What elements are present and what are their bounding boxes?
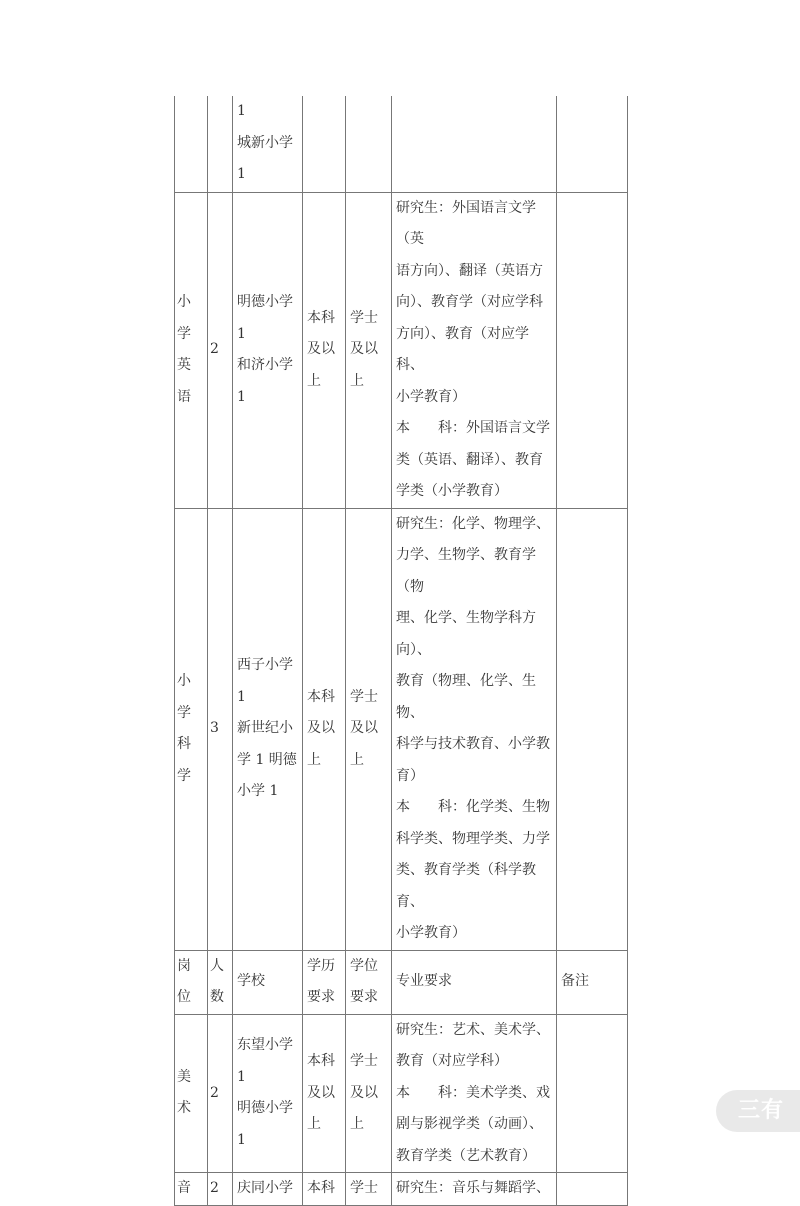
cell-major-line: 本 科：化学类、生物: [396, 799, 550, 815]
cell-major-line: 小学教育）: [396, 388, 466, 405]
cell-position-line: 英: [177, 357, 191, 373]
cell-degree-line: 上: [350, 372, 364, 389]
cell-position: [175, 96, 208, 192]
cell-count: [208, 950, 233, 1014]
cell-note: [557, 96, 628, 192]
cell-major-line: 教育学类（艺术教育）: [396, 1147, 536, 1164]
cell-degree-line: 上: [350, 1116, 364, 1132]
cell-education: [303, 1173, 346, 1206]
cell-schools: [233, 950, 303, 1014]
cell-schools-line: 新世纪小: [237, 720, 293, 737]
cell-position-line: 语: [177, 388, 191, 405]
cell-count: 2: [208, 1014, 233, 1173]
cell-schools-line: 明德小学: [237, 294, 293, 310]
cell-position-line: 位: [177, 989, 191, 1005]
cell-major-line: 类、教育学类（科学教育、: [396, 862, 536, 910]
cell-note: [557, 1173, 628, 1206]
cell-position-line: 学: [177, 704, 191, 721]
cell-major: [392, 508, 557, 950]
cell-education-line: 上: [307, 1116, 321, 1132]
cell-major-line: 方向）、教育（对应学科、: [396, 325, 529, 373]
cell-schools-line: 学校: [237, 973, 265, 990]
watermark-logo: 三有: [716, 1090, 800, 1132]
cell-major-line: 本 科：美术学类、戏: [396, 1084, 550, 1101]
cell-note: [557, 192, 628, 508]
cell-schools-line: 庆同小学: [237, 1180, 293, 1196]
cell-major-line: 教育（对应学科）: [396, 1053, 508, 1069]
cell-position-line: 科: [177, 736, 191, 752]
cell-count: 2: [208, 1173, 233, 1206]
cell-major: [392, 96, 557, 192]
table-body: [175, 96, 628, 1205]
cell-major: [392, 192, 557, 508]
cell-schools-line: 1: [237, 388, 246, 405]
cell-degree-line: 及以: [350, 341, 378, 358]
cell-position-line: 学: [177, 325, 191, 342]
cell-major-line: 研究生：艺术、美术学、: [396, 1021, 550, 1038]
cell-education-line: 本科: [307, 309, 335, 326]
cell-schools-line: 1: [237, 1068, 246, 1085]
cell-schools: [233, 1173, 303, 1206]
cell-education-line: 上: [307, 372, 321, 389]
cell-education-line: 上: [307, 751, 321, 768]
cell-schools: [233, 96, 303, 192]
cell-position: [175, 950, 208, 1014]
cell-major-line: 向）、教育学（对应学科: [396, 294, 543, 310]
cell-major: [392, 1014, 557, 1173]
cell-major-line: 研究生：外国语言文学（英: [396, 199, 536, 247]
cell-education-line: 本科: [307, 1053, 335, 1069]
cell-degree-line: 及以: [350, 720, 378, 737]
cell-position-line: 岗: [177, 957, 191, 974]
cell-degree: [346, 508, 392, 950]
cell-position-line: 学: [177, 767, 191, 784]
cell-position: [175, 1014, 208, 1173]
cell-note: [557, 1014, 628, 1173]
cell-major-line: 类（英语、翻译）、教育: [396, 451, 543, 468]
cell-schools: [233, 508, 303, 950]
cell-position: [175, 1173, 208, 1206]
cell-degree: [346, 1014, 392, 1173]
cell-degree-line: 上: [350, 751, 364, 768]
cell-major-line: 科学与技术教育、小学教: [396, 736, 550, 752]
cell-education: [303, 1014, 346, 1173]
cell-schools-line: 学 1 明德: [237, 751, 297, 768]
cell-schools-line: 1: [237, 103, 246, 119]
cell-education: [303, 96, 346, 192]
cell-education: [303, 950, 346, 1014]
cell-major-line: 剧与影视学类（动画）、: [396, 1116, 543, 1132]
cell-schools: [233, 1014, 303, 1173]
cell-major-line: 研究生：化学、物理学、: [396, 515, 550, 532]
cell-major-line: 力学、生物学、教育学（物: [396, 547, 536, 595]
cell-major-line: 研究生：音乐与舞蹈学、: [396, 1180, 550, 1196]
cell-degree-line: 要求: [350, 989, 378, 1005]
cell-schools-line: 1: [237, 325, 246, 342]
cell-position-line: 音: [177, 1180, 191, 1196]
cell-major-line: 教育（物理、化学、生物、: [396, 673, 536, 721]
table-header-row: [175, 950, 628, 1014]
recruitment-table: [174, 96, 628, 1206]
cell-count: 3: [208, 508, 233, 950]
cell-major-line: 学类（小学教育）: [396, 483, 508, 499]
cell-position-line: 术: [177, 1100, 191, 1117]
cell-major: [392, 1173, 557, 1206]
cell-education-line: 及以: [307, 341, 335, 358]
cell-schools-line: 东望小学: [237, 1037, 293, 1054]
table-row: [175, 1173, 628, 1206]
cell-note: 备注: [557, 950, 628, 1014]
cell-major-line: 语方向）、翻译（英语方: [396, 262, 543, 279]
table-row: [175, 192, 628, 508]
table-row: [175, 508, 628, 950]
table-row: [175, 96, 628, 192]
cell-degree-line: 学位: [350, 957, 378, 974]
cell-degree-line: 学士: [350, 1053, 378, 1069]
cell-degree-line: 及以: [350, 1084, 378, 1101]
cell-schools-line: 1: [237, 688, 246, 705]
cell-major-line: 专业要求: [396, 973, 452, 990]
cell-position-line: 美: [177, 1068, 191, 1085]
cell-major-line: 本 科：外国语言文学: [396, 420, 550, 436]
cell-degree: [346, 1173, 392, 1206]
cell-education: [303, 508, 346, 950]
cell-degree-line: 学士: [350, 309, 378, 326]
cell-schools-line: 西子小学: [237, 657, 293, 674]
cell-degree-line: 学士: [350, 1180, 378, 1196]
cell-education-line: 本科: [307, 688, 335, 705]
cell-count: 2: [208, 192, 233, 508]
cell-position: [175, 192, 208, 508]
cell-position-line: 小: [177, 673, 191, 689]
cell-major: [392, 950, 557, 1014]
table-row: [175, 1014, 628, 1173]
cell-degree-line: 学士: [350, 688, 378, 705]
cell-degree: [346, 96, 392, 192]
cell-major-line: 理、化学、生物学科方向）、: [396, 610, 536, 658]
cell-count: [208, 96, 233, 192]
cell-position: [175, 508, 208, 950]
cell-education-line: 及以: [307, 720, 335, 737]
cell-major-line: 育）: [396, 767, 424, 784]
cell-education: [303, 192, 346, 508]
cell-major-line: 科学类、物理学类、力学: [396, 830, 550, 847]
cell-position-line: 小: [177, 294, 191, 310]
cell-degree: [346, 192, 392, 508]
cell-note: [557, 508, 628, 950]
cell-education-line: 本科: [307, 1180, 335, 1196]
cell-schools-line: 城新小学: [237, 134, 293, 151]
cell-count-line: 数: [210, 989, 224, 1005]
cell-schools-line: 和济小学: [237, 357, 293, 373]
cell-schools-line: 1: [237, 166, 246, 182]
cell-major-line: 小学教育）: [396, 925, 466, 941]
cell-schools: [233, 192, 303, 508]
cell-degree: [346, 950, 392, 1014]
cell-education-line: 要求: [307, 989, 335, 1005]
cell-schools-line: 1: [237, 1131, 246, 1148]
cell-schools-line: 小学 1: [237, 783, 279, 800]
cell-count-line: 人: [210, 957, 224, 974]
cell-education-line: 学历: [307, 957, 335, 974]
cell-education-line: 及以: [307, 1084, 335, 1101]
cell-schools-line: 明德小学: [237, 1100, 293, 1117]
